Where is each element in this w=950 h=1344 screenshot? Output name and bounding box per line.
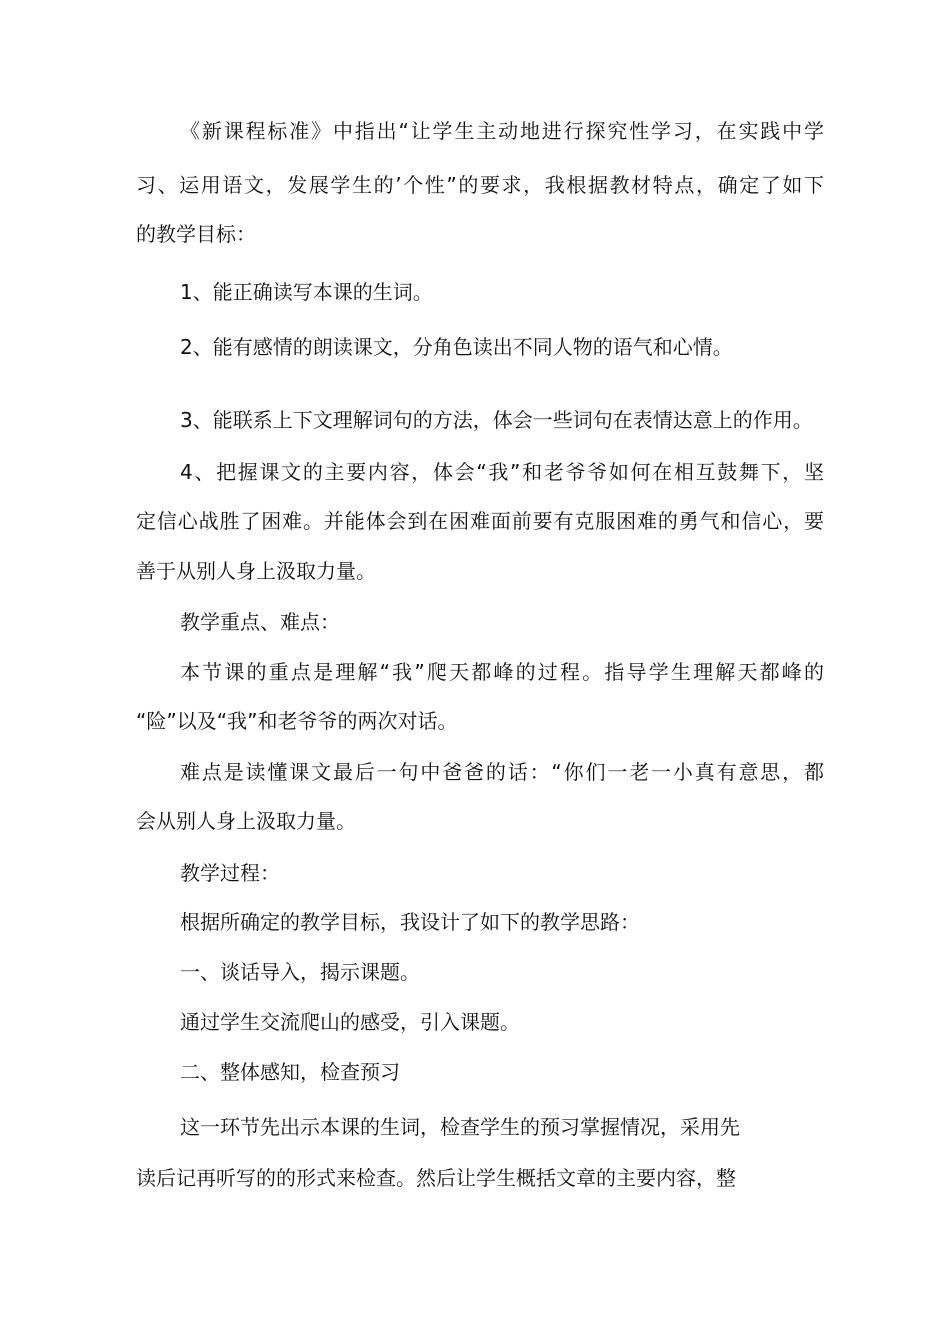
goal-3: 3、能联系上下文理解词句的方法，体会一些词句在表情达意上的作用。	[180, 408, 813, 432]
goal-4-line-3: 善于从别人身上汲取力量。	[136, 559, 376, 583]
para-intro-line-3: 的教学目标：	[136, 222, 256, 246]
para-intro-line-1: 《新课程标准》中指出“让学生主动地进行探究性学习，在实践中学	[180, 119, 824, 143]
key-point-line-2: “险”以及“我”和老爷爷的两次对话。	[136, 709, 458, 733]
goal-4-line-1: 4、把握课文的主要内容，体会“我”和老爷爷如何在相互鼓舞下，坚	[180, 460, 824, 484]
heading-process: 教学过程：	[180, 861, 280, 885]
difficulty-line-2: 会从别人身上汲取力量。	[136, 809, 356, 833]
goal-4-line-2: 定信心战胜了困难。并能体会到在困难面前要有克服困难的勇气和信心，要	[136, 509, 824, 533]
para-intro-line-2: 习、运用语文，发展学生的’个性”的要求，我根据教材特点，确定了如下	[136, 173, 824, 197]
step-2-title: 二、整体感知，检查预习	[180, 1060, 400, 1084]
goal-1: 1、能正确读写本课的生词。	[180, 280, 433, 304]
step-1-title: 一、谈话导入，揭示课题。	[180, 960, 420, 984]
step-2-body-line-2: 读后记再听写的的形式来检查。然后让学生概括文章的主要内容，整	[136, 1166, 736, 1190]
key-point-line-1: 本节课的重点是理解“我”爬天都峰的过程。指导学生理解天都峰的	[180, 660, 824, 684]
goal-2: 2、能有感情的朗读课文，分角色读出不同人物的语气和心情。	[180, 335, 733, 359]
heading-key-points: 教学重点、难点：	[180, 610, 340, 634]
step-2-body-line-1: 这一环节先出示本课的生词，检查学生的预习掌握情况，采用先	[180, 1115, 740, 1139]
process-intro: 根据所确定的教学目标，我设计了如下的教学思路：	[180, 910, 640, 934]
difficulty-line-1: 难点是读懂课文最后一句中爸爸的话：“你们一老一小真有意思，都	[180, 760, 824, 784]
step-1-body: 通过学生交流爬山的感受，引入课题。	[180, 1010, 520, 1034]
